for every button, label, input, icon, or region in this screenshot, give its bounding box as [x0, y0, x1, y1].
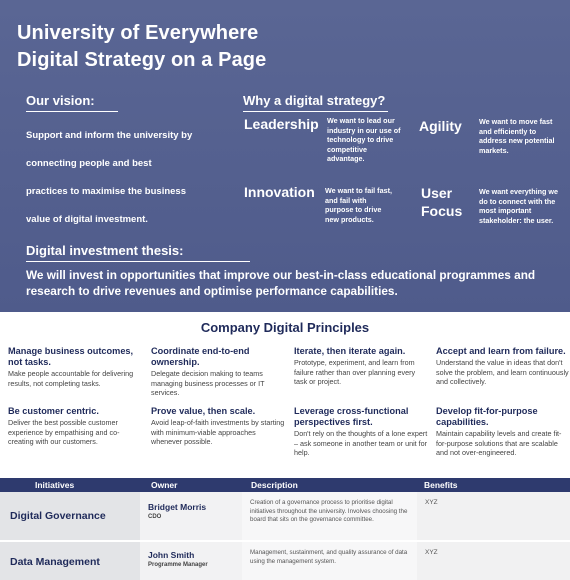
benefits-cell [417, 542, 570, 580]
principle-item [8, 406, 143, 447]
principle-item [8, 346, 143, 388]
principle-title: Leverage cross-functional perspectives first. [294, 406, 409, 427]
vision-line: Support and inform the university by [26, 130, 193, 141]
column-header-description: Description [251, 480, 298, 490]
principle-desc: Understand the value in ideas that don't solve the problem, and learn continuously and collectively. [436, 358, 569, 386]
pillar-user-focus-name-line2: Focus [421, 203, 463, 219]
pillar-agility-name: Agility [419, 118, 462, 134]
table-row [0, 542, 570, 580]
initiative-cell [0, 542, 140, 580]
principle-item [436, 346, 570, 387]
vision-line: value of digital investment. [26, 214, 148, 225]
principle-desc: Make people accountable for delivering results, not completing tasks. [8, 369, 134, 388]
principle-title: Coordinate end-to-end ownership. [151, 346, 250, 367]
principles-heading: Company Digital Principles [200, 320, 370, 335]
vision-line: connecting people and best [26, 158, 152, 169]
description-cell [242, 492, 417, 540]
principle-desc: Prototype, experiment, and learn from failure rather than over planning every task or project. [294, 358, 416, 386]
column-header-owner: Owner [151, 480, 178, 490]
page-title [17, 20, 266, 74]
column-header-initiatives: Initiatives [35, 480, 75, 490]
principle-desc: Deliver the best possible customer experience by empathising and co-creating with our customers. [8, 418, 120, 446]
owner-name: John Smith [148, 550, 195, 560]
vision-statement [26, 122, 226, 234]
principle-title: Prove value, then scale. [151, 406, 256, 416]
owner-name: Bridget Morris [148, 502, 207, 512]
principle-item [294, 346, 429, 387]
pillar-user-focus-desc: We want everything we do to connect with the most important stakeholder: the user. [479, 187, 558, 225]
benefits-cell [417, 492, 570, 540]
principle-item [151, 346, 286, 398]
vision-line: practices to maximise the business [26, 186, 186, 197]
investment-thesis-heading: Digital investment thesis: [26, 243, 250, 262]
initiative-name: Data Management [10, 556, 100, 568]
initiative-name: Digital Governance [10, 510, 106, 522]
principle-title: Manage business outcomes, not tasks. [8, 346, 134, 367]
column-header-benefits: Benefits [424, 480, 458, 490]
initiative-benefits: XYZ [425, 549, 438, 556]
initiative-benefits: XYZ [425, 499, 438, 506]
table-row [0, 492, 570, 540]
owner-cell [140, 542, 242, 580]
owner-role: Programme Manager [148, 562, 208, 568]
principle-title: Iterate, then iterate again. [294, 346, 406, 356]
principle-desc: Maintain capability levels and create fit-for-purpose solutions that are scalable and not over-engineered. [436, 429, 562, 457]
principle-title: Develop fit-for-purpose capabilities. [436, 406, 538, 427]
principle-desc: Avoid leap-of-faith investments by starting with minimum-viable approaches whenever possible. [151, 418, 285, 446]
initiative-description: Management, sustainment, and quality assurance of data using the management system. [250, 549, 408, 565]
principle-title: Accept and learn from failure. [436, 346, 566, 356]
initiative-description: Creation of a governance process to prioritise digital initiatives throughout the university. Involves choosing the board that sits on the governance committee. [250, 499, 408, 523]
why-digital-heading: Why a digital strategy? [243, 93, 388, 112]
pillar-innovation-name: Innovation [244, 184, 315, 200]
principle-item [151, 406, 286, 447]
owner-cell [140, 492, 242, 540]
principle-desc: Delegate decision making to teams managing business processes or IT services. [151, 369, 265, 397]
page-title-line1: University of Everywhere [17, 22, 259, 44]
pillar-agility-desc: We want to move fast and efficiently to address new potential markets. [479, 117, 555, 155]
pillar-leadership-desc: We want to lead our industry in our use of technology to drive competitive advantage. [327, 116, 401, 163]
pillar-innovation-desc: We want to fail fast, and fail with purpose to drive new products. [325, 186, 392, 224]
initiative-cell [0, 492, 140, 540]
principle-item [294, 406, 429, 458]
vision-heading: Our vision: [26, 93, 118, 112]
owner-role: CDO [148, 514, 162, 520]
pillar-user-focus-name-line1: User [421, 185, 453, 201]
description-cell [242, 542, 417, 580]
principle-item [436, 406, 570, 458]
initiatives-table-header [0, 478, 570, 492]
principle-title: Be customer centric. [8, 406, 99, 416]
page-title-line2: Digital Strategy on a Page [17, 49, 267, 71]
pillar-leadership-name: Leadership [244, 116, 319, 132]
investment-thesis-text: We will invest in opportunities that improve our best-in-class educational programmes and research to drive revenues and optimise performance capabilities. [26, 268, 536, 298]
principle-desc: Don't rely on the thoughts of a lone expert – ask someone in another team or unit for help. [294, 429, 428, 457]
pillar-user-focus-name [421, 184, 462, 220]
